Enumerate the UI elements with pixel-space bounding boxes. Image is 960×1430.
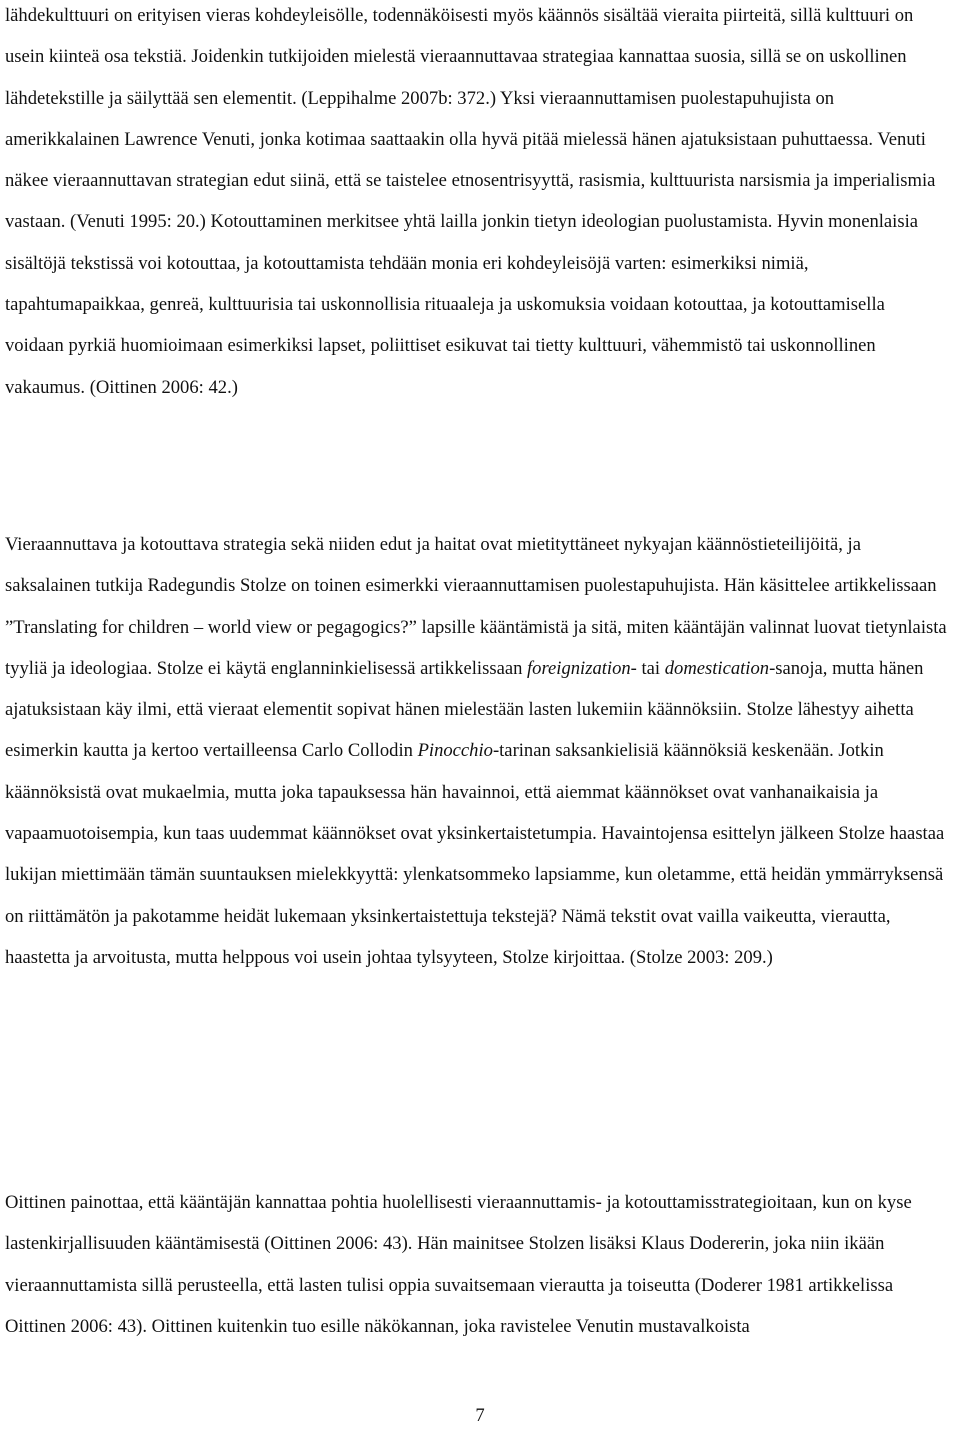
paragraph-1-text: lähdekulttuuri on erityisen vieras kohdeyleisölle, todennäköisesti myös käännös sisältää vieraita piirteitä, sillä kulttuuri on usein kiinteä osa tekstiä. Joidenkin tutkijoiden mielestä vieraannuttavaa strategiaa kannattaa suosia, sillä se on uskollinen lähdetekstille ja säilyttää sen elementit. (Leppihalme 2007b: 372.) Yksi vieraannuttamisen puolestapuhujista on amerikkalainen Lawrence Venuti, jonka kotimaa saattaakin olla hyvä pitää mielessä hänen ajatuksistaan puhuttaessa. Venuti näkee vieraannuttavan strategian edut siinä, että se taistelee etnosentrisyyttä, rasismia, kulttuurista narsismia ja imperialismia vastaan. (Venuti 1995: 20.) Kotouttaminen merkitsee yhtä lailla jonkin tietyn ideologian puolustamista. Hyvin monenlaisia sisältöjä tekstissä voi kotouttaa, ja kotouttamista tehdään monia eri kohdeyleisöjä varten: esimerkiksi nimiä, tapahtumapaikkaa, genreä, kulttuurisia tai uskonnollisia rituaaleja ja uskomuksia voidaan kotouttaa, ja kotouttamisella voidaan pyrkiä huomioimaan esimerkiksi lapset, poliittiset esikuvat tai tietty kulttuuri, vähemmistö tai uskonnollinen vakaumus. (Oittinen 2006: 42.) xyxy=(5,5,936,398)
paragraph-1 xyxy=(5,0,948,408)
paragraph-2-text-c: -sanoja, mutta hänen ajatuksistaan käy ilmi, että vieraat elementit sopivat hänen mielestään lasten lukemiin käännöksiin. Stolze lähestyy aihetta esimerkin kautta ja kertoo vertailleensa Carlo Collodin xyxy=(5,657,924,762)
paragraph-2-text-d: -tarinan saksankielisiä käännöksiä keskenään. Jotkin käännöksistä ovat mukaelmia, mutta joka tapauksessa hän havainnoi, että aiemmat käännökset ovat vanhanaikaisia ja vapaamuotoisempia, kun taas uudemmat käännökset ovat yksinkertaistetumpia. Havaintojensa esittelyn jälkeen Stolze haastaa lukijan miettimään tämän suuntauksen mielekkyyttä: ylenkatsommeko lapsiamme, kun oletamme, että heidän ymmärryksensä on riittämätön ja pakotamme heidät lukemaan yksinkertaistettuja tekstejä? Nämä tekstit ovat vailla vaikeutta, vierautta, haastetta ja arvoitusta, mutta helppous voi usein johtaa tylsyyteen, Stolze kirjoittaa. (Stolze 2003: 209.) xyxy=(5,740,945,968)
paragraph-3-text: Oittinen painottaa, että kääntäjän kannattaa pohtia huolellisesti vieraannuttamis- ja kotouttamisstrategioitaan, kun on kyse lastenkirjallisuuden kääntämisestä (Oittinen 2006: 43). Hän mainitsee Stolzen lisäksi Klaus Dodererin, joka niin ikään vieraannuttamista sillä perusteella, että lasten tulisi oppia suvaitsemaan vierautta ja toiseutta (Doderer 1981 artikkelissa Oittinen 2006: 43). Oittinen kuitenkin tuo esille näkökannan, joka ravistelee Venutin mustavalkoista xyxy=(5,1192,912,1337)
term-foreignization: foreignization xyxy=(527,657,631,679)
paragraph-2-text-b: - tai xyxy=(630,657,665,679)
term-domestication: domestication xyxy=(664,657,770,679)
title-pinocchio: Pinocchio xyxy=(417,740,493,762)
page-number: 7 xyxy=(475,1405,485,1426)
paragraph-2 xyxy=(5,524,948,978)
paragraph-3 xyxy=(5,1182,948,1347)
paragraph-2-text-a: Vieraannuttava ja kotouttava strategia sekä niiden edut ja haitat ovat mietityttäneet nykyajan käännöstieteilijöitä, ja saksalainen tutkija Radegundis Stolze on toinen esimerkki vieraannuttamisen puolestapuhujista. Hän käsittelee artikkelissaan ”Translating for children – world view or pegagogics?” lapsille kääntämistä ja sitä, miten kääntäjän valinnat luovat tietynlaista tyyliä ja ideologiaa. Stolze ei käytä englanninkielisessä artikkelissaan xyxy=(5,534,947,679)
